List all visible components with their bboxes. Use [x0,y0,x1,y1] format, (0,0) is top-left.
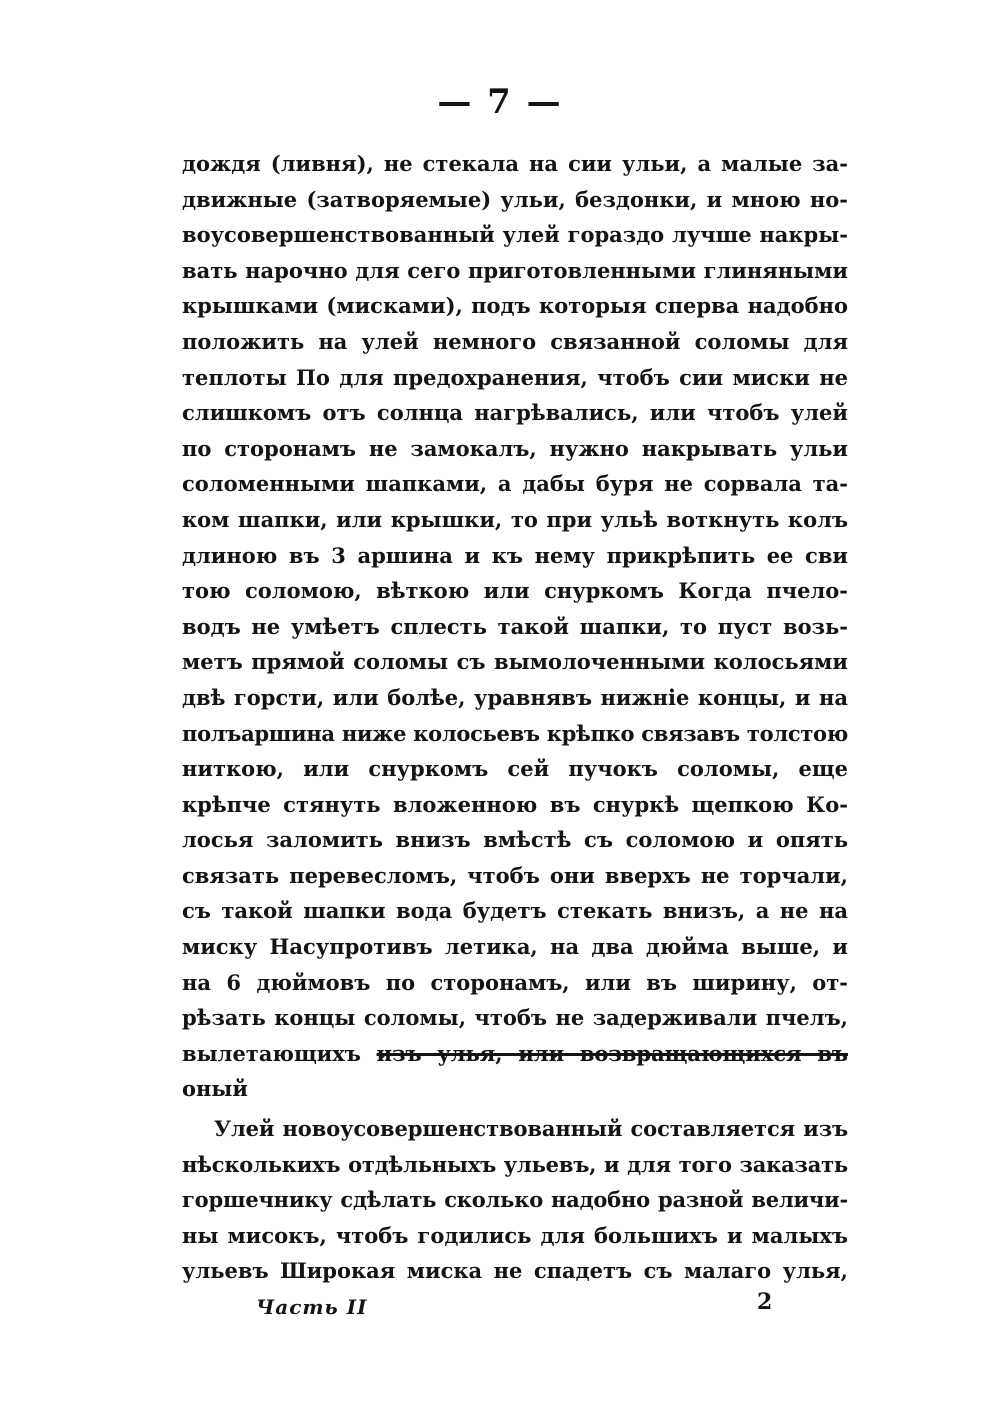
text-line: лосья заломить внизъ вмѣстѣ съ соломою и опять [182,827,848,853]
text-line: водъ не умѣетъ сплесть такой шапки, то пуст возь- [182,613,848,639]
text-line: миску Насупротивъ летика, на два дюйма выше, и [182,934,848,960]
text-line: связать перевесломъ, чтобъ они вверхъ не торчали, [182,862,848,888]
text-line: двѣ горсти, или болѣе, уравнявъ нижніе концы, и на [182,684,848,710]
text-line: ком шапки, или крышки, то при ульѣ воткнуть колъ [182,506,848,532]
page-number: — 7 — [437,82,563,122]
paragraph-1 [182,146,848,1107]
text-line: по сторонамъ не замокалъ, нужно накрывать ульи [182,435,848,461]
text-line-paragraph-end: оный [182,1076,249,1102]
text-line: длиною въ 3 аршина и къ нему прикрѣпить ее сви [182,542,848,568]
text-line-indented: Улей новоусовершенствованный составляется изъ [214,1116,848,1141]
text-line: теплоты По для предохранения, чтобъ сии миски не [182,364,848,390]
text-line: нѣсколькихъ отдѣльныхъ ульевъ, и для того заказать [182,1151,848,1177]
text-line: вать нарочно для сего приготовленными глиняными [182,257,848,283]
text-line: воусовершенствованный улей гораздо лучше накры- [182,222,848,248]
text-line: ны мисокъ, чтобъ годились для большихъ и малыхъ [182,1222,848,1248]
struck-text-line [182,1036,848,1072]
footer-signature: Часть II [256,1295,368,1319]
text-line: ульевъ Широкая миска не спадетъ съ малаго улья, [182,1258,848,1284]
text-line: тою соломою, вѣткою или снуркомъ Когда пчело- [182,578,848,604]
text-line: соломенными шапками, а дабы буря не сорвала та- [182,471,848,497]
text-line: съ такой шапки вода будетъ стекать внизъ, а не на [182,898,848,924]
text-line: слишкомъ отъ солнца нагрѣвались, или чтобъ улей [182,400,848,426]
text-line: положить на улей немного связанной соломы для [182,328,848,354]
paragraph-2 [182,1111,848,1289]
footer-sheet-number: 2 [757,1289,773,1315]
text-line: движные (затворяемые) ульи, бездонки, и мною но- [182,186,848,212]
text-line: крѣпче стянуть вложенною въ снуркѣ щепкою Ко- [182,791,848,817]
text-line: на 6 дюймовъ по сторонамъ, или въ ширину, от- [182,969,848,995]
text-line: дождя (ливня), не стекала на сии ульи, а малые за- [182,151,848,176]
text-line: рѣзать концы соломы, чтобъ не задерживали пчелъ, [182,1005,848,1031]
text-line: горшечнику сдѣлать сколько надобно разной величи- [182,1187,848,1213]
text-line: полъаршина ниже колосьевъ крѣпко связавъ толстою [182,720,848,746]
text-line: крышками (мисками), подъ которыя сперва надобно [182,293,848,319]
struck-line-plain: вылетающихъ [182,1040,361,1066]
struck-line-strikethrough: изъ улья, или возвращающихся въ [376,1040,848,1066]
text-line: метъ прямой соломы съ вымолоченными колосьями [182,649,848,675]
text-line: ниткою, или снуркомъ сей пучокъ соломы, еще [182,756,848,782]
